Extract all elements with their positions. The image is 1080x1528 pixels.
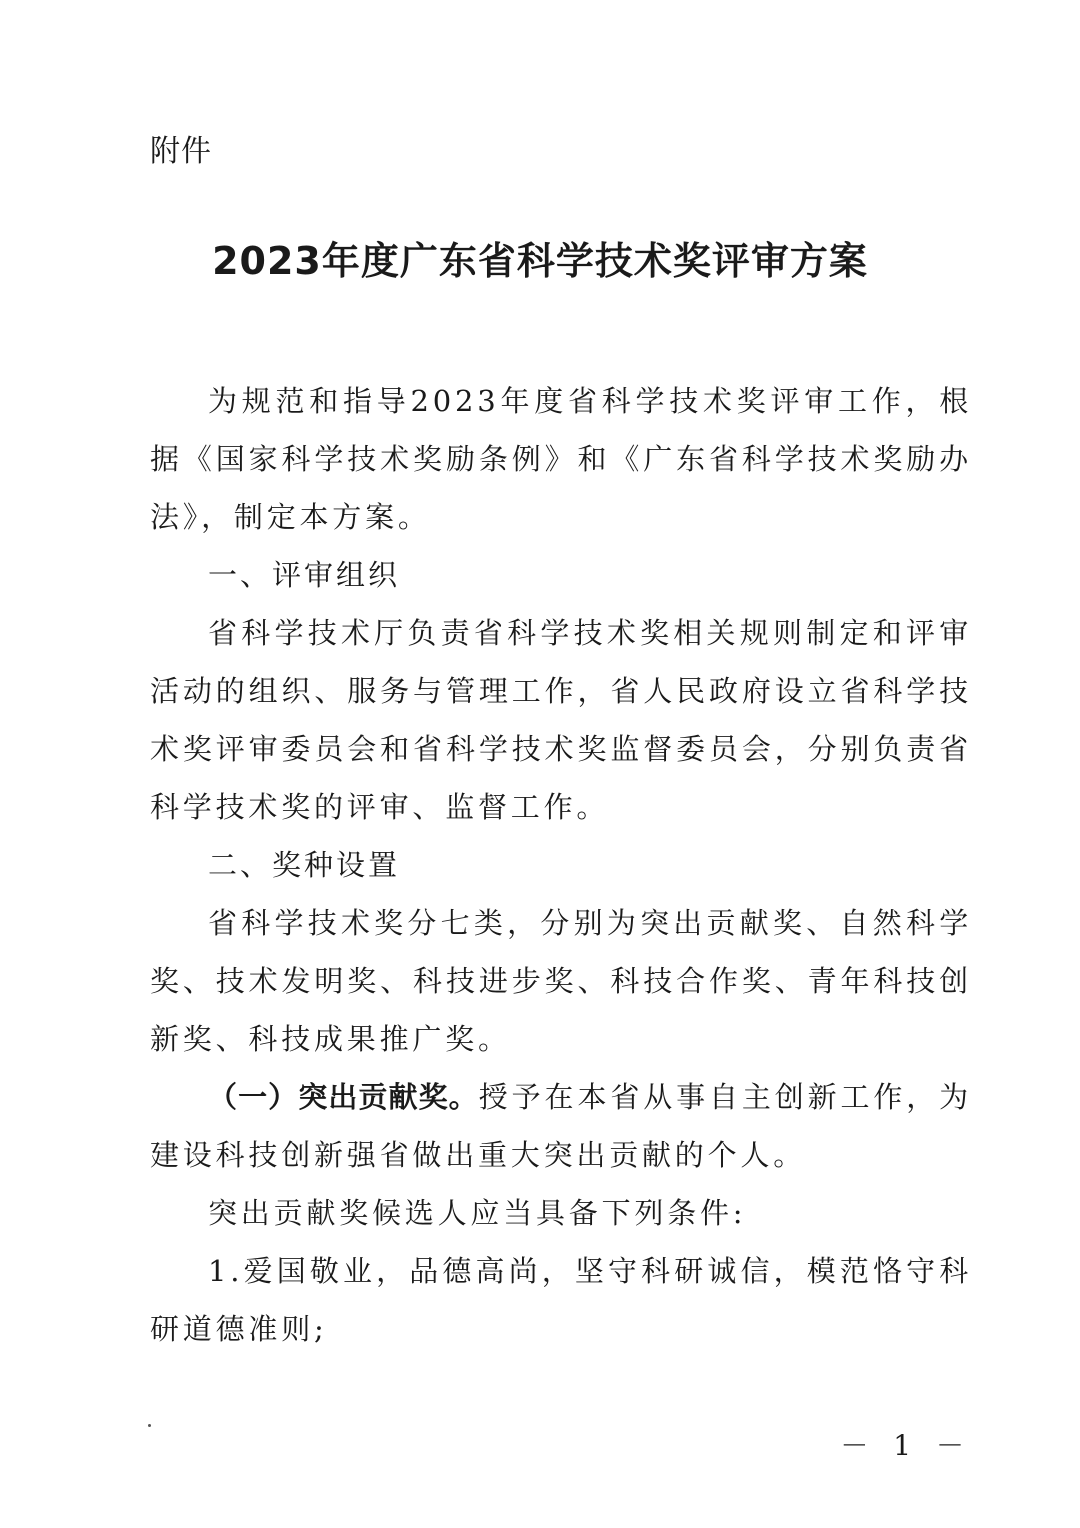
page-number: － 1 － [840,1429,972,1462]
award-categories-paragraph: 省科学技术奖分七类，分别为突出贡献奖、自然科学奖、技术发明奖、科技进步奖、科技合作奖、青年科技创新奖、科技成果推广奖。 [150,906,972,1056]
intro-paragraph: 为规范和指导2023年度省科学技术奖评审工作，根据《国家科学技术奖励条例》和《广东省科学技术奖励办法》，制定本方案。 [150,384,972,534]
document-title: 2023年度广东省科学技术奖评审方案 [212,239,868,283]
scan-dot [148,1424,151,1427]
outstanding-contribution-paragraph [150,1068,972,1184]
outstanding-contribution-text: 授予在本省从事自主创新工作，为建设科技创新强省做出重大突出贡献的个人。 [150,1080,972,1172]
condition-item-1: 1.爱国敬业，品德高尚，坚守科研诚信，模范恪守科研道德准则; [150,1254,972,1346]
document-body [150,372,972,1358]
section-heading-review-organization: 一、评审组织 [208,558,401,592]
attachment-label: 附件 [150,134,212,169]
section-heading-award-categories: 二、奖种设置 [208,848,401,882]
review-organization-paragraph: 省科学技术厅负责省科学技术奖相关规则制定和评审活动的组织、服务与管理工作，省人民政府设立省科学技术奖评审委员会和省科学技术奖监督委员会，分别负责省科学技术奖的评审、监督工作。 [150,616,972,824]
conditions-intro-paragraph: 突出贡献奖候选人应当具备下列条件: [208,1196,747,1230]
outstanding-contribution-lead: （一）突出贡献奖。 [208,1080,479,1114]
